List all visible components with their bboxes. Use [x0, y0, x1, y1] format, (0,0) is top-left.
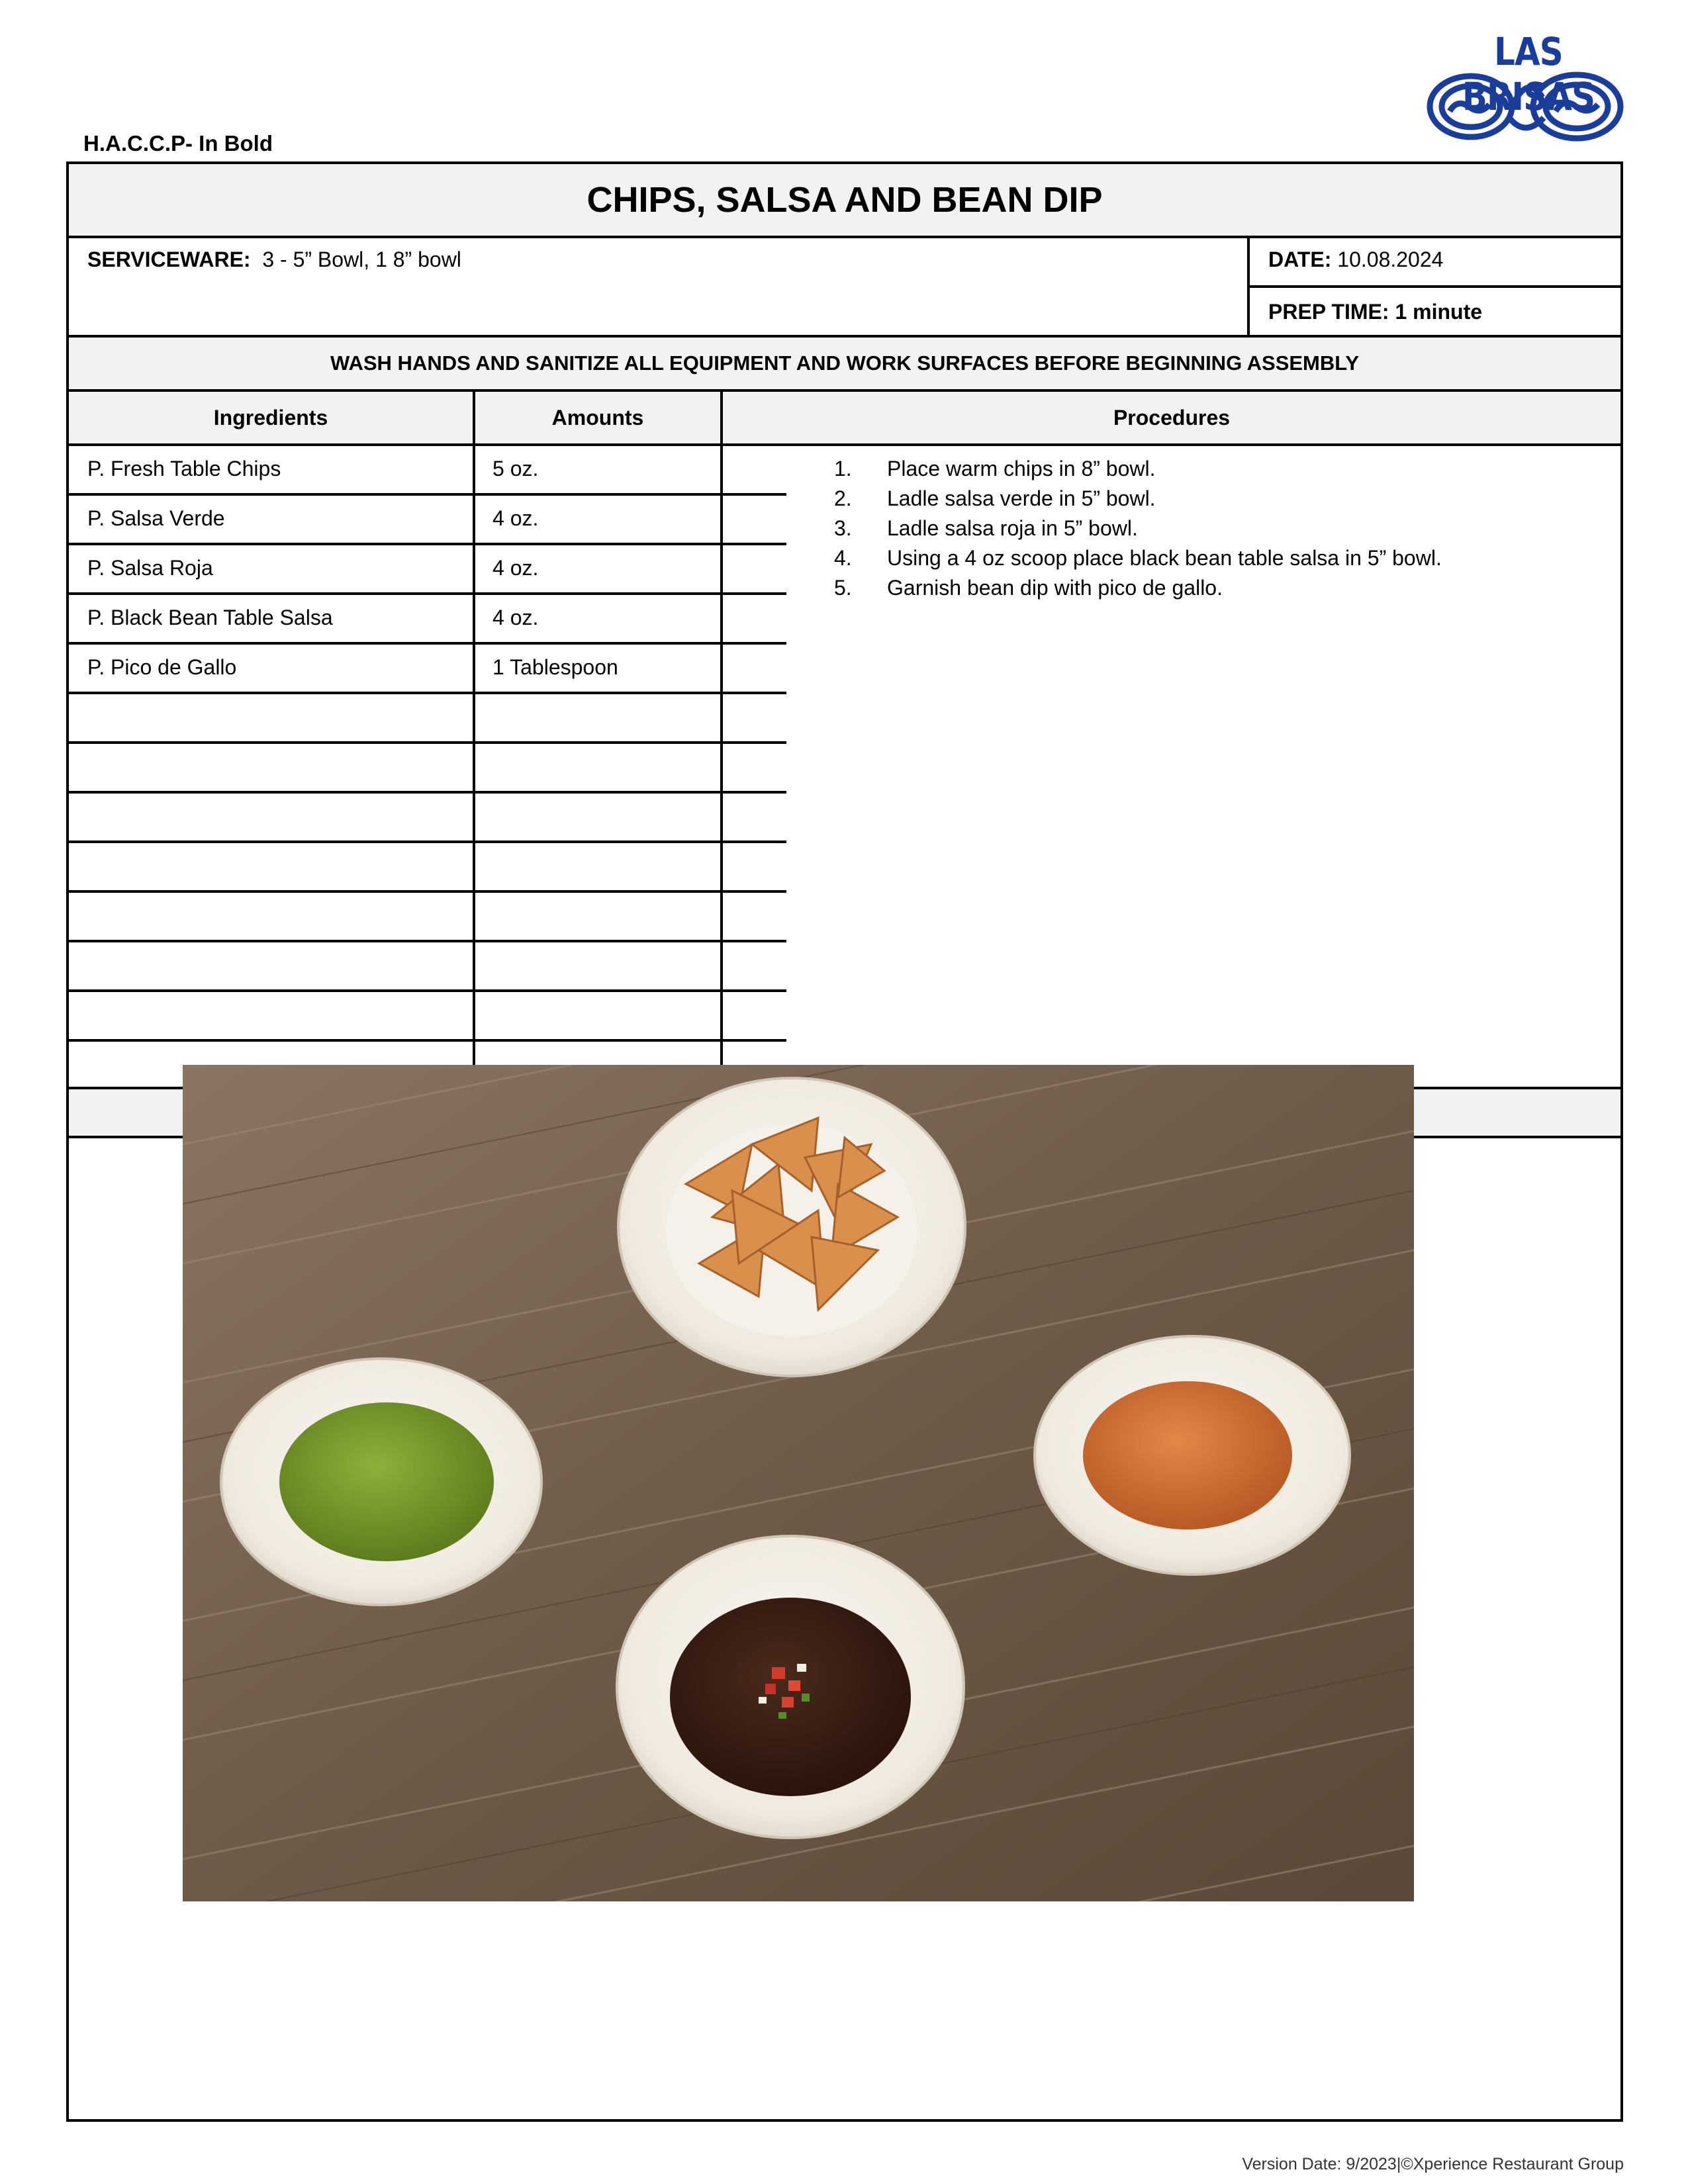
- recipe-sheet: [66, 161, 1623, 2122]
- ingredient-name: P. Salsa Verde: [87, 506, 225, 530]
- las-brisas-logo: [1423, 29, 1628, 143]
- amounts-header: [475, 392, 720, 446]
- procedures-list: [789, 446, 1647, 606]
- ingredient-row: [69, 595, 786, 645]
- step-text: Using a 4 oz scoop place black bean table salsa in 5” bowl.: [887, 546, 1442, 570]
- ingredient-row: [69, 446, 786, 496]
- step-number: 2.: [834, 486, 852, 510]
- ingredient-row: [69, 694, 786, 744]
- ingredient-row: [69, 645, 786, 694]
- procedure-step: [816, 457, 1647, 486]
- prep-time: PREP TIME: 1 minute: [1250, 288, 1620, 338]
- date-cell: [1250, 238, 1620, 288]
- ingredient-name: P. Fresh Table Chips: [87, 457, 281, 480]
- serviceware-value: 3 - 5” Bowl, 1 8” bowl: [262, 248, 461, 271]
- ingredient-amount: 4 oz.: [492, 506, 539, 530]
- ingredient-name: P. Pico de Gallo: [87, 655, 237, 679]
- wash-notice: WASH HANDS AND SANITIZE ALL EQUIPMENT AND WORK SURFACES BEFORE BEGINNING ASSEMBLY: [330, 351, 1360, 375]
- ingredient-amount: 4 oz.: [492, 556, 539, 580]
- procedures-header: [723, 392, 1620, 446]
- date-value: 10.08.2024: [1337, 248, 1444, 271]
- step-number: 5.: [834, 576, 852, 600]
- serviceware-label: SERVICEWARE:: [87, 248, 251, 271]
- procedure-step: [816, 516, 1647, 546]
- ingredient-row: [69, 893, 786, 942]
- date-label: DATE:: [1268, 248, 1332, 271]
- wave-logo-icon: [1423, 70, 1628, 143]
- ingredient-name: P. Salsa Roja: [87, 556, 213, 580]
- ingredient-row: [69, 992, 786, 1042]
- step-text: Ladle salsa roja in 5” bowl.: [887, 516, 1138, 540]
- amounts-header-label: Amounts: [551, 405, 644, 430]
- version-footer: Version Date: 9/2023|©Xperience Restaurant Group: [1242, 2155, 1624, 2173]
- ingredient-name: P. Black Bean Table Salsa: [87, 606, 333, 629]
- ingredients-header: [69, 392, 473, 446]
- step-text: Place warm chips in 8” bowl.: [887, 457, 1156, 480]
- ingredient-amount: 4 oz.: [492, 606, 539, 629]
- step-number: 4.: [834, 546, 852, 570]
- ingredient-row: [69, 942, 786, 992]
- ingredient-row: [69, 843, 786, 893]
- title-row: [69, 164, 1620, 238]
- step-number: 3.: [834, 516, 852, 540]
- step-text: Ladle salsa verde in 5” bowl.: [887, 486, 1156, 510]
- dish-photo: [183, 1065, 1414, 1901]
- haccp-note: H.A.C.C.P- In Bold: [83, 131, 273, 156]
- ingredient-row: [69, 496, 786, 545]
- procedure-step: [816, 576, 1647, 606]
- step-text: Garnish bean dip with pico de gallo.: [887, 576, 1223, 600]
- wash-notice-row: [69, 338, 1620, 392]
- ingredient-row: [69, 744, 786, 794]
- dish-photo-image: [183, 1065, 1414, 1901]
- procedure-step: [816, 486, 1647, 516]
- ingredient-amount: 1 Tablespoon: [492, 655, 618, 679]
- ingredient-row: [69, 794, 786, 843]
- procedures-header-label: Procedures: [1113, 405, 1231, 430]
- logo-text: LAS BRISAS: [1462, 29, 1595, 119]
- ingredients-header-label: Ingredients: [213, 405, 328, 430]
- serviceware-cell: [69, 238, 1250, 338]
- procedure-step: [816, 546, 1647, 576]
- ingredient-amount: 5 oz.: [492, 457, 539, 480]
- step-number: 1.: [834, 457, 852, 480]
- ingredient-row: [69, 545, 786, 595]
- recipe-title: CHIPS, SALSA AND BEAN DIP: [586, 180, 1103, 220]
